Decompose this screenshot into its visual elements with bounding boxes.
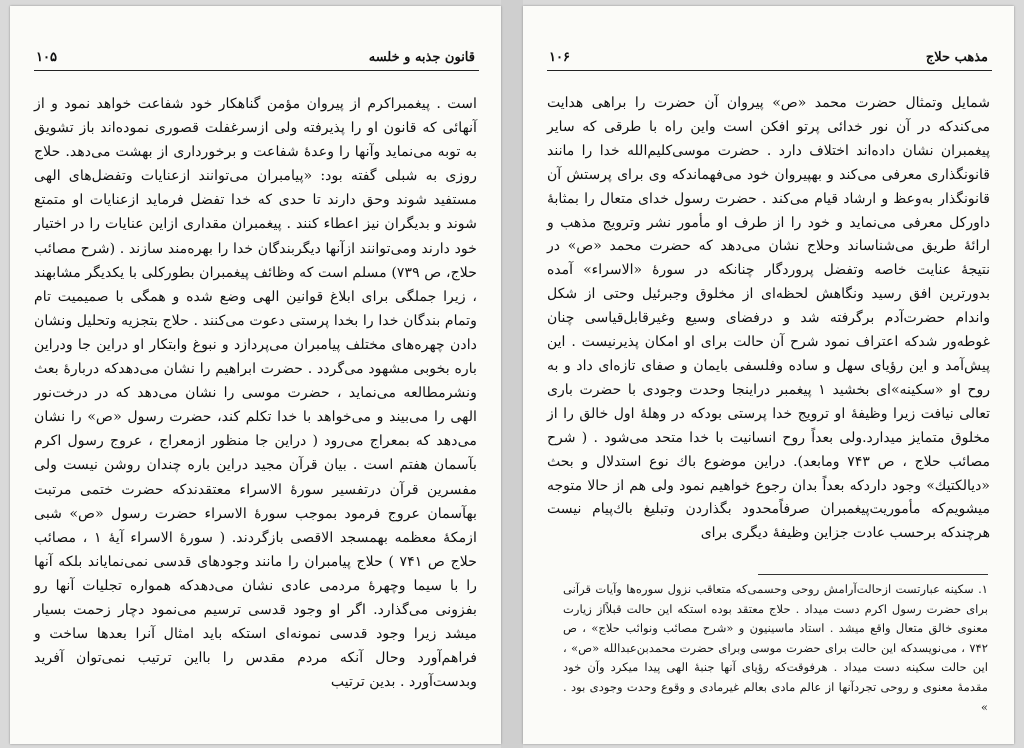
right-header-rule bbox=[547, 70, 992, 71]
right-page bbox=[523, 6, 1014, 744]
right-running-title: مذهب حلاج bbox=[925, 50, 988, 65]
right-paragraph: شمایل وتمثال حضرت محمد «ص» پیروان آن حضرت را براهی هدایت می‌کندکه در آن نور خدائی پرتو افکن است واین راه با طرقی که سایر پیغمبران نشان داده‌اند اختلاف دارد . حضرت موسی‌کلیم‌الله خدا را مانند قانونگذاری معرفی می‌کند و بهپیروان خود می‌فهماندکه وی برای پرستش آن قانونگذار به‌وعظ و ارشاد قیام می‌کند . حضرت رسول خدای متعال را بمثابهٔ داورکل معرفی می‌نماید و خود را از طرف او مأمور نشر وترویج مذهب و ارائهٔ طریق می‌شناساند وحلاج نشان می‌دهد که حضرت محمد «ص» در نتیجهٔ عنایت خاصه وتفضل پروردگار چنانکه در سورهٔ «الاسراء» آمده بدورترین افق رسید ونگاهش لحظه‌ای از مخلوق وجبرئیل وحتی از شکل واندام حضرت‌آدم برگرفته شد و درفضای وسیع وغیرقابل‌قیاسی چنان غوطه‌ور شدکه اعتراف نمود شرح آن حالت برای او امکان پذیرنیست . این پیش‌آمد و این رؤیای سهل و ساده وفلسفی بایمان و صفای تازه‌ای داد و به روح او «سکینه»ای بخشید ۱ پیغمبر دراینجا وحدت وجودی با حضرت باری تعالی نیافت زیرا وظیفهٔ او ترویج خدا پرستی بودکه در وهلهٔ اول خالق را از مخلوق متمایز میدارد.ولی بعداً روح انسانیت با خدا متحد می‌شود . ( شرح مصائب حلاج ، ص ۷۴۳ ومابعد). دراین موضوع باك نوع استدلال و بحث «دیالکتیك» وجود داردکه بعداً بدان رجوع خواهیم نمود ولی هم از حالا متوجه میشویم‌که مأموریت‌پیغمبران صرفاًمحدود بگذاردن وتبلیغ باك‌پیام نیست هرچندکه برحسب عادت جزاین وظیفهٔ دیگری برای bbox=[547, 95, 990, 542]
left-body-text bbox=[34, 92, 477, 694]
right-page-number: ۱۰۶ bbox=[549, 50, 570, 65]
left-running-title: قانون جذبه و خلسه bbox=[368, 50, 475, 65]
footnote-text: ۱. سکینه عبارتست ازحالت‌آرامش روحی وحسمی‌که متعاقب نزول سوره‌ها وآیات قرآنی برای حضرت رسول اکرم دست میداد . حلاج معتقد بوده استکه این حالت قبلاًاز زیارت معنوی خالق متعال واقع میشد . استاد ماسینیون و «شرح مصائب ونوائب حلاج» ، ص ۷۴۲ ، می‌نویسدکه این حالت برای حضرت موسی وبرای حضرت محمدبن‌عبدالله «ص» ، این حالت سکینه دست میداد . هرفوقت‌که رؤیای آنها جنبهٔ الهی پیدا میکرد وآن خود مقدمهٔ معنوی و روحی تجردآنها از عالم مادی بعالم غیرمادی و وقوع وحدت وجودی بود . » bbox=[563, 582, 988, 714]
left-header-rule bbox=[34, 70, 479, 71]
left-paragraph: است . پیغمبراکرم از پیروان مؤمن گناهکار خود شفاعت خواهد نمود و از آنهائی که قانون او را پذیرفته ولی ازسرغفلت قصوری نموده‌اند باز تشویق به توبه می‌نماید وآنها را وعدهٔ شفاعت و برخورداری از بهشت می‌دهد. حلاج روزی به شبلی گفته بود: «پیامبران می‌توانند ازعنایات وتفضل‌های الهی مستفید شوند وحق دارند تا حدی که خدا تفضل فرماید ازعنایات او متمتع شوند و بدیگران نیز اعطاء کنند . پیغمبران مقداری ازاین عنایات را در اختیار خود دارند ومی‌توانند ازآنها دیگربندگان خدا را بهره‌مند سازند . (شرح مصائب حلاج، ص ۷۳۹) مسلم است که وظائف پیغمبران بطورکلی با یکدیگر مشابهند ، زیرا جملگی برای ابلاغ قوانین الهی وضع شده و همگی با صمیمیت تام وتمام بندگان خدا را بخدا پرستی دعوت می‌کنند . حلاج بتجزیه وتحلیل ونشان دادن چهره‌های مختلف پیامبران می‌پردازد و نبوغ وابتکار او دراین جا ودراین باره بخوبی مشهود می‌گردد . حضرت ابراهیم را نشان می‌دهدکه دربارهٔ بعث ونشرمطالعه می‌نماید ، حضرت موسی را نشان می‌دهد که در درخت‌نور الهی را می‌بیند و می‌خواهد با خدا تکلم کند، حضرت رسول «ص» را نشان می‌دهد که بمعراج می‌رود ( دراین جا منظور ازمعراج ، عروج رسول اکرم بآسمان هفتم است . بیان قرآن مجید دراین باره چندان روشن نیست ولی مفسرین قرآن درتفسیر سورهٔ الاسراء معتقدندکه حضرت ختمی مرتبت بهآسمان عروج فرمود بموجب سورهٔ الاسراء حضرت رسول «ص» شبی ازمکهٔ معظمه بهمسجد الاقصی بازگردند. ( سورهٔ الاسراء آیهٔ ۱ ، مصائب حلاج ص ۷۴۱ ) حلاج پیامبران را مانند وجودهای قدسی نمی‌نمایاند بلکه آنها را با سیما وچهرهٔ مردمی عادی نشان می‌دهدکه همواره تجلیات آنها رو بفزونی می‌گذارد. اگر او وجود قدسی ترسیم می‌نمود دچار زحمت بسیار میشد زیرا وجود قدسی نمونه‌ای استکه باید امثال آنرا بعدها ساخت و فراهم‌آورد وحال آنکه مردم مقدس را بااین ترتیب نمی‌توان آفرید وبدست‌آورد . بدین ترتیب bbox=[34, 96, 477, 691]
left-page bbox=[10, 6, 501, 744]
footnote bbox=[563, 580, 988, 717]
left-running-header bbox=[34, 50, 479, 70]
footnote-rule bbox=[758, 574, 988, 575]
book-spine-gap bbox=[501, 0, 523, 748]
right-running-header bbox=[547, 50, 992, 70]
left-page-number: ۱۰۵ bbox=[36, 50, 57, 65]
right-body-text bbox=[547, 92, 990, 546]
